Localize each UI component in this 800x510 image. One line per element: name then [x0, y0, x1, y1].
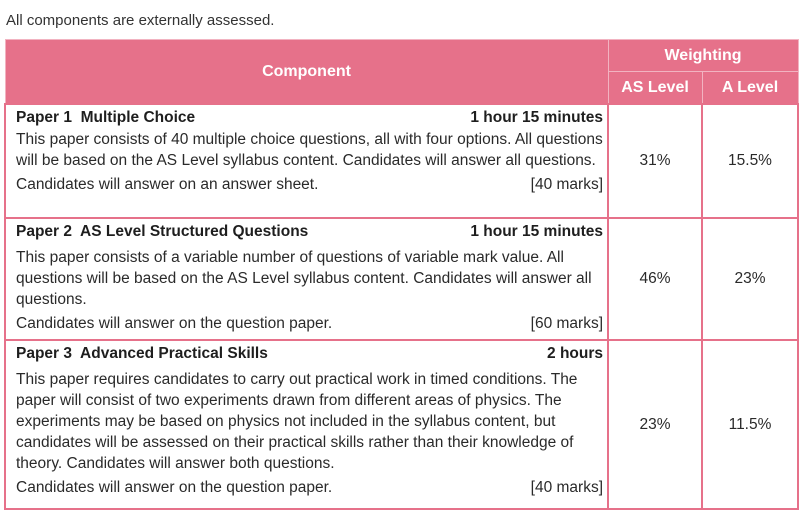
table-row	[5, 104, 798, 218]
paper-title: Paper 2 AS Level Structured Questions	[16, 223, 309, 240]
table-row	[5, 218, 798, 340]
paper-title: Paper 1 Multiple Choice	[16, 109, 196, 126]
component-cell	[5, 104, 608, 218]
a-weight-cell: 11.5%	[702, 340, 798, 509]
paper-duration: 2 hours	[547, 345, 603, 362]
paper-title: Paper 3 Advanced Practical Skills	[16, 345, 268, 362]
paper-description: This paper requires candidates to carry out practical work in timed conditions. The paper will consist of two experiments drawn from different areas of physics. The experiments may be based on physics not included in the syllabus content, but candidates will be assessed on their practical skills rather than their knowledge of theory. Candidates will answer both questions.	[16, 371, 578, 472]
paper-duration: 1 hour 15 minutes	[470, 109, 603, 126]
paper-duration: 1 hour 15 minutes	[470, 223, 603, 240]
paper-marks: [60 marks]	[530, 315, 603, 332]
a-weight-cell: 15.5%	[702, 104, 798, 218]
weighting-header: Weighting	[608, 40, 798, 72]
table-row	[5, 340, 798, 509]
as-weight-cell: 46%	[608, 218, 702, 340]
a-weight-cell: 23%	[702, 218, 798, 340]
answer-note: Candidates will answer on the question paper.	[16, 479, 333, 496]
component-cell	[5, 340, 608, 509]
component-header: Component	[5, 40, 608, 105]
paper-description: This paper consists of 40 multiple choice questions, all with four options. All questions will be based on the AS Level syllabus content. Candidates will answer all questions.	[16, 131, 603, 169]
answer-note: Candidates will answer on an answer sheet.	[16, 176, 319, 193]
paper-marks: [40 marks]	[530, 176, 603, 193]
component-cell	[5, 218, 608, 340]
a-level-header: A Level	[702, 72, 798, 105]
assessment-table	[4, 39, 799, 510]
paper-description: This paper consists of a variable number of questions of variable mark value. All questions will be based on the AS Level syllabus content. Candidates will answer all questions.	[16, 249, 592, 308]
as-weight-cell: 31%	[608, 104, 702, 218]
paper-marks: [40 marks]	[530, 479, 603, 496]
answer-note: Candidates will answer on the question paper.	[16, 315, 333, 332]
as-weight-cell: 23%	[608, 340, 702, 509]
intro-text: All components are externally assessed.	[6, 12, 275, 29]
as-level-header: AS Level	[608, 72, 702, 105]
